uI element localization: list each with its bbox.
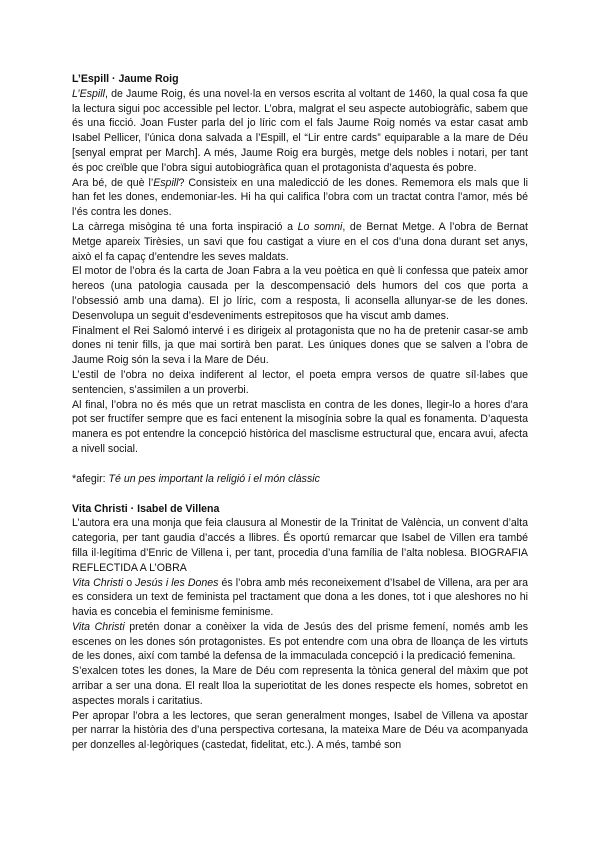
section-title-espill: L’Espill · Jaume Roig [72,73,179,85]
spacer [72,457,528,472]
paragraph: Vita Christi o Jesús i les Dones és l’obra amb més reconeixement d’Isabel de Villena, ara per ara es considera un text de feminista pel tractament que dona a les dones, tot i que aleshores no hi havia es concebia el feminisme feminisme. [72,576,529,619]
paragraph: Finalment el Rei Salomó intervé i es dirigeix al protagonista que no ha de pretenir casar-se amb dones ni tenir fills, ja que mai sortirà ben parat. Les úniques dones que se salven a l’obra de Jaume Roig són la seva i la Mare de Déu. [72,324,528,367]
work-title: Vita Christi [72,576,124,589]
paragraph: L’Espill, de Jaume Roig, és una novel·la en versos escrita al voltant de 1460, la qual cosa fa que la lectura sigui poc accessible pel lector. L’obra, malgrat el seu aspecte autobiogràfic, sabem que és una ficció. Joan Fuster parla del jo líric com el fals Jaume Roig només va estar casat amb Isabel Pellicer, l’única dona salvada a l’Espill, el “Lir entre cards” equiparable a la mare de Déu [senyal emprat per March]. A més, Jaume Roig era burgès, metge dels nobles i notari, per tant és poc creïble que l’obra sigui autobiogràfica quan el protagonista d’aquesta és pobre. [72,87,528,174]
paragraph: L’estil de l’obra no deixa indiferent al lector, el poeta empra versos de quatre síl·labes que sentencien, s’assimilen a un proverbi. [72,368,528,396]
paragraph: S’exalcen totes les dones, la Mare de Déu com representa la tònica general del màxim que pot arribar a ser una dona. El realt lloa la superiotitat de les dones respecte els homes, sobretot en aspectes morals i caritatius. [72,665,528,707]
paragraph: Vita Christi pretén donar a conèixer la vida de Jesús des del prisme femení, només amb les escenes on les dones són protagonistes. Es pot entendre com una obra de lloança de les virtuts de les dones, així com també la defensa de la immaculada concepció i la predicació femenina. [72,620,528,663]
section-title-vita-christi: Vita Christi · Isabel de Villena [72,502,220,515]
paragraph: Al final, l’obra no és més que un retrat masclista en contra de les dones, llegir-lo a hores d’ara pot ser fructífer sempre que es faci entenent la misogínia sobre la qual es fonamenta. D’aquesta manera es pot entendre la concepció històrica del masclisme estructural que, encara avui, afecta a nivell social. [72,398,528,455]
note: *afegir: Té un pes important la religió i el món clàssic [72,472,320,485]
paragraph: Ara bé, de què l’Espill? Consisteix en una maledicció de les dones. Rememora els mals que li han fet les dones, endemoniar-les. Hi ha qui califica l’obra com un tractat contra l’amor, més bé l’és contra les dones. [72,176,528,219]
work-title: Lo somni [297,220,343,233]
work-title: L’Espill [72,87,105,100]
paragraph: Per apropar l’obra a les lectores, que seran generalment monges, Isabel de Villena va apostar per narrar la història des d’una perspectiva cortesana, la mateixa Mare de Déu va acompanyada per donzelles al·legòriques (castedat, fidelitat, etc.). A més, també son [72,709,528,752]
paragraph: El motor de l’obra és la carta de Joan Fabra a la veu poètica en què li confessa que pateix amor hereos (una patologia causada per la descompensació dels humors del cos que porta a l’obsessió amb una dama). El jo líric, com a resposta, li aconsella allunyar-se de les dones. Desenvolupa un seguit d’esdeveniments estrepitosos que ha viscut amb dames. [72,265,528,322]
document-body [72,72,528,753]
spacer [72,487,528,502]
paragraph: La càrrega misògina té una forta inspiració a Lo somni, de Bernat Metge. A l’obra de Bernat Metge apareix Tirèsies, un savi que fou castigat a viure en el cos d’una dona durant set anys, això el fa capaç d’entendre les seves maldats. [72,220,529,263]
work-title: Jesús i les Dones [135,576,219,589]
work-title: Espill [153,176,179,189]
work-title: Vita Christi [72,620,125,633]
paragraph: L’autora era una monja que feia clausura al Monestir de la Trinitat de València, un convent d’alta categoria, per tant gaudia d’accés a llibres. És oportú remarcar que Isabel de Villen era també filla il·legítima d’Enric de Villena i, per tant, procedia d’una família de l’alta noblesa. BIOGRAFIA REFLECTIDA A L’OBRA [72,517,528,574]
